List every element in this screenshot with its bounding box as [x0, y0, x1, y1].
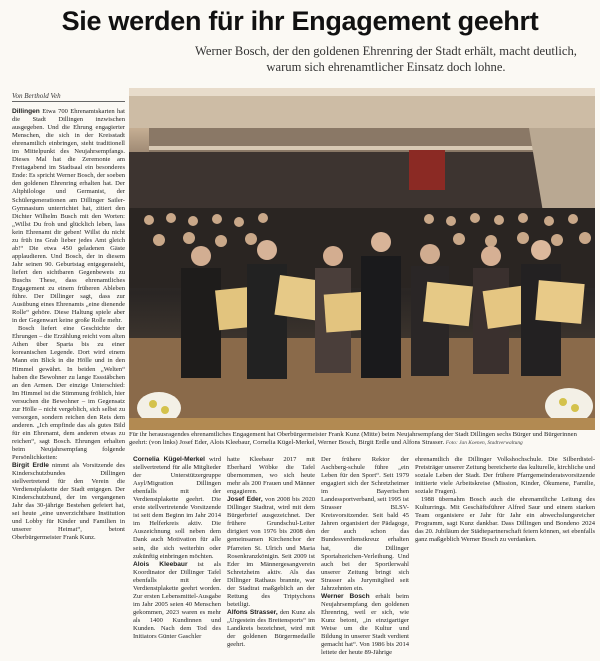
- paragraph-text: Bosch liefert eine Geschichte der Ehrungen – die Erzählung reicht vom alten Athen über Sparta bis zu einer koreanischen Legende. Dort wird einem Mann ein Blick in die Hölle und in den Himmel gewährt. In beiden „Welten“ haben die Bewohner zu lange Essstäbchen an den Armen. Der einzige Unterschied: Im Himmel ist die Stimmung fröhlich, hier versuchen die Bewohner – im Gegensatz zur Hölle – nicht vergeblich, sich selbst zu versorgen, sondern reichen den Reis dem anderen. „Ich empfinde das als gutes Bild für ein Ehrenamt, dem anderen etwas zu reichen“, sagt Bosch. Ehrungen erhalten beim Neujahrsempfang folgende Persönlichkeiten:: [12, 325, 125, 462]
- paragraph-text: ist als Koordinator der Dillinger Tafel ebenfalls mit der Verdienstplakette geehrt worden. Zur ersten Lebensmittel-Ausgabe im Jahr 2005 seien 40 Menschen gekommen, 2023 waren es mehr als 1400 Kundinnen und Kunden. Nach dem Tod des Initiators Günter Gaschler: [133, 560, 221, 641]
- paragraph-text: den Kunz als „Urgestein des Breitensports“ im Landkreis bezeichnet, wird mit der goldenen Bürgermedaille geehrt.: [227, 608, 315, 649]
- byline-divider: [12, 101, 125, 102]
- article-column-3: [227, 456, 315, 658]
- name-lead: Josef Eder,: [227, 496, 263, 504]
- caption-text: Für ihr herausragendes ehrenamtliches Engagement hat Oberbürgermeister Frank Kunz (Mitte) beim Neujahrsempfang der Stadt Dillingen sechs Bürger und Bürgerinnen geehrt: (von links) Josef Eder, Alois Kleebaur, Cornelia Kügel-Merkel, Werner Bosch, Birgit Erdle und Alfons Strasser.: [129, 431, 577, 446]
- article-column-5: [415, 456, 595, 658]
- article-subheadline: Werner Bosch, der den goldenen Ehrenring der Stadt erhält, macht deutlich, warum sich ehrenamtlicher Einsatz doch lohne.: [195, 44, 577, 74]
- name-lead: Alois Kleebaur: [133, 560, 188, 568]
- photo-caption: [129, 431, 595, 447]
- ceremony-photo: [129, 88, 595, 430]
- article-column-4: [321, 456, 409, 658]
- article-column-1: [12, 108, 125, 656]
- paragraph-text: nimmt als Vorsitzende des Kinderschutzbundes Dillingen stellvertretend für den Verein die Verdienstplakette der Stadt entgegen. Der Kinderschutzbund, der im vergangenen Jahr das 30-jährige Bestehen gefeiert hat, sei heute „eine unverzichtbare Institution und Lobby für Kinder und Familien in unserer Heimat“, betont Oberbürgermeister Frank Kunz.: [12, 462, 125, 542]
- paragraph-text: Der frühere Rektor der Aschberg-schule führe „ein Leben für den Sport“. Seit 1979 engagiert sich der Schretzheimer im Bayerischen Landessportverband, seit 1995 ist Strasser BLSV-Kreisvorsitzender. Seit bald 45 Jahren organisiert der Pädagoge, der auch schon das Bundesverdienstkreuz erhalten hat, die Dillinger Sportabzeichen-Verleihung. Und auch bei der Sportlerwahl unserer Zeitung bringt sich Strasser als Jurymitglied seit Jahrzehnten ein.: [321, 456, 409, 592]
- article-headline: Sie werden für ihr Engagement geehrt: [61, 6, 539, 36]
- byline: Von Berthold Veh: [12, 92, 61, 100]
- name-lead: Birgit Erdle: [12, 462, 49, 470]
- name-lead: Werner Bosch: [321, 592, 370, 600]
- ceremony-photo-illustration: [129, 88, 595, 430]
- name-lead: Cornelia Kügel-Merkel: [133, 456, 205, 463]
- photo-credit: Foto: Jan Koenen, Stadtverwaltung: [445, 440, 523, 446]
- paragraph-text: von 2008 bis 2020 Dillinger Stadtrat, wird mit dem Bürgerbrief ausgezeichnet. Der frühere Grundschul-Leiter dirigiert von 1976 bis 2008 den gemeinsamen Kirchenchor der Pfarreien St. Ulrich und Maria Rosenkranzkönigin. Seit 2009 ist Eder im Männergesangverein Schretzheim aktiv. Als das Dillinger Rathaus brannte, war der Stadtrat maßgeblich an der Rettung des Triptychons beteiligt.: [227, 496, 315, 608]
- paragraph-text: erhält beim Neujahrsempfang den goldenen Ehrenring, weil er sich, wie Kunz betont, „in einzigartiger Weise um die Kultur und Bildung in unserer Stadt verdient gemacht hat“. Von 1986 bis 2014 leitete der heute 89-Jährige: [321, 592, 409, 657]
- paragraph-text: Etwa 700 Ehrenamtskarten hat die Stadt Dillingen inzwischen ausgegeben. Und die Ehrung engagierter Menschen, die sich in der Kreisstadt ehrenamtlich einbringen, steht traditionell im Mittelpunkt des Neujahrsempfangs. Dieses Mal hat die Zeremonie am Freitagabend im Stadtsaal ein besonderes Ende: Es spricht Werner Bosch, der soeben den goldenen Ehrenring erhalten hat. Der Altphilologe und Germanist, der Schülergenerationen am Dillinger Sailer-Gymnasium unterrichtet hat, zitiert den Dichter Wilhelm Busch mit den Worten: „Willst Du froh und glücklich leben, lass kein Ehrenamt dir geben! Willst du nicht zu früh ins Grab lieber jedes Amt gleich ab!“ Die etwa 450 geladenen Gäste applaudieren. Und Bosch, der in diesem Jahr seinen 90. Geburtstag entgegensieht, liefert den sichtbaren Gegenbeweis zu Buschs These, dass ehrenamtliches Engagement zu einem früheren Ableben führe. Der Dillinger sagt, dass zur Ausübung eines Ehrenamts „eine dienende Rolle“ gehöre. Diese Haltung spiele aber in der Gegenwart keine große Rolle mehr.: [12, 108, 125, 325]
- paragraph-text: wird stellvertretend für alle Mitglieder der Unterstützergruppe Asyl/Migration Dillingen ebenfalls mit der Verdienstplakette geehrt. Die erste stellvertretende Vorsitzende ist seit dem Beginn im Jahr 2014 im Helferkreis aktiv. Die Auszeichnung soll neben dem Dank auch Motivation für alle sein, die sich weiterhin oder zukünftig einbringen möchten.: [133, 456, 221, 560]
- paragraph-text: hatte Kleebaur 2017 mit Eberhard Wöbke die Tafel übernommen, wo sich heute mehr als 200 Frauen und Männer engagieren.: [227, 456, 315, 496]
- article-column-2: [133, 456, 221, 658]
- paragraph-text: ehrenamtlich die Dillinger Volkshochschule. Die Silberdistel-Preisträger unserer Zeitung bereicherte das kulturelle, kirchliche und soziale Leben der Stadt. Der frühere Pfarrgemeinderatsvorsitzende initiierte viele Arbeitskreise (Mission, Kinder, Ökumene, Familie, soziale Fragen).: [415, 456, 595, 496]
- paragraph-text: 1988 übernahm Bosch auch die ehrenamtliche Leitung des Kulturrings. Mit Geschäftsführer Alfred Saur und einem starken Team organisiere er Jahr für Jahr ein abwechslungsreicher Programm, sagt Kunz dankbar. Dass Dillingen und Bondeno 2024 das 20. Jubiläum der Städtepartnerschaft feiern können, sei ebenfalls ganz maßgeblich Werner Bosch zu verdanken.: [415, 496, 595, 544]
- name-lead: Alfons Strasser,: [227, 608, 278, 616]
- dateline: Dillingen: [12, 108, 40, 115]
